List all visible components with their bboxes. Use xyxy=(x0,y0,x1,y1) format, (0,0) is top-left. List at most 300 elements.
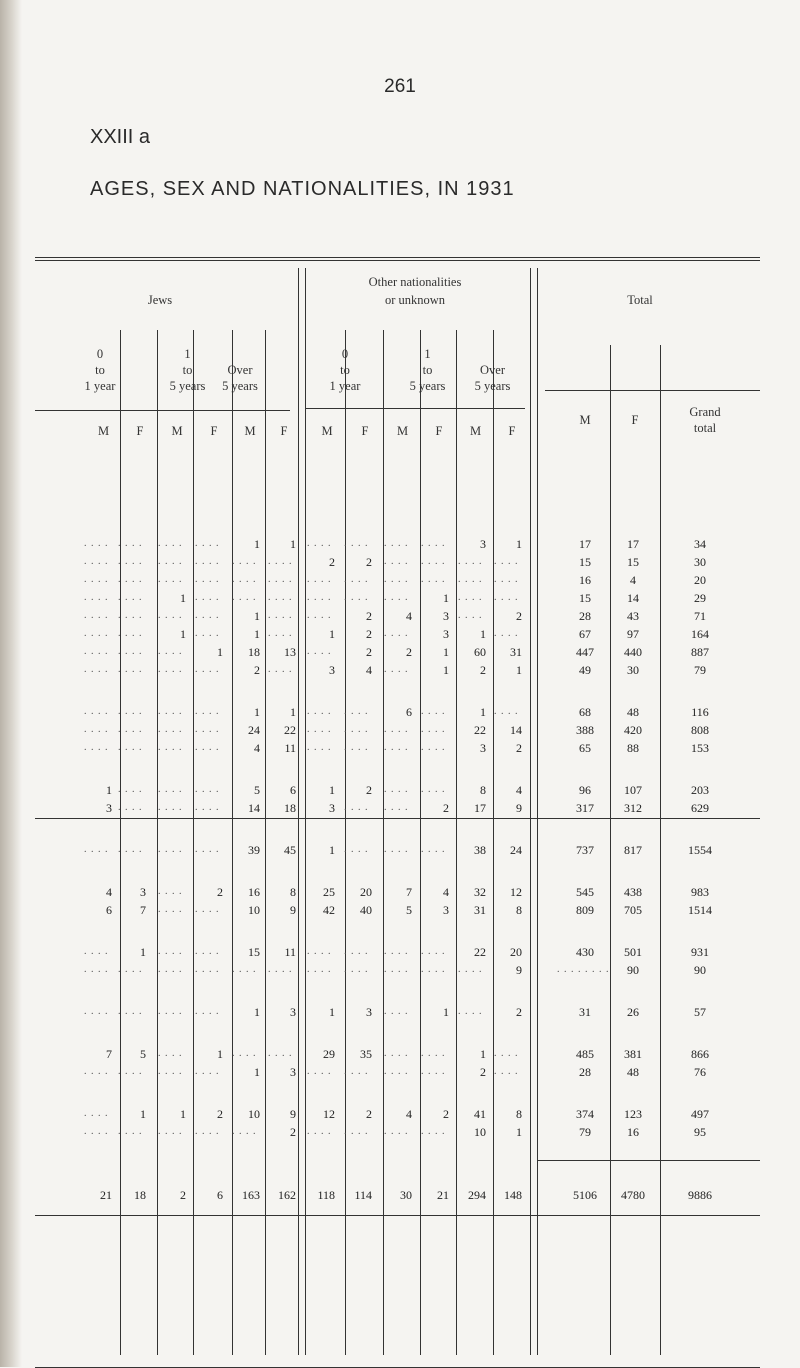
empty-cell-leader: . . . . xyxy=(384,964,409,975)
empty-cell-leader: . . . . xyxy=(158,904,183,915)
empty-cell-leader: . . . . xyxy=(84,646,109,657)
empty-cell-leader: . . . . xyxy=(344,1066,369,1077)
empty-cell-leader: . . . . xyxy=(268,574,293,585)
table-cell: 3 xyxy=(443,609,449,623)
empty-cell-leader: . . . . xyxy=(458,556,483,567)
totals-cell: 30 xyxy=(400,1188,412,1202)
m-col-header: M xyxy=(396,424,409,438)
table-cell: 3 xyxy=(480,741,486,755)
total-cell: 1514 xyxy=(688,903,712,917)
grand-total-header-1: Grand xyxy=(689,405,721,419)
total-cell: 57 xyxy=(694,1005,706,1019)
totals-rule xyxy=(538,1160,760,1161)
table-cell: 20 xyxy=(360,885,372,899)
total-cell: 15 xyxy=(579,555,591,569)
table-cell: 4 xyxy=(443,885,449,899)
f-col-header: F xyxy=(361,424,369,438)
empty-cell-leader: . . . . xyxy=(344,592,369,603)
table-cell: 1 xyxy=(516,537,522,551)
empty-cell-leader: . . . . xyxy=(268,1048,293,1059)
empty-cell-leader: . . . . xyxy=(268,610,293,621)
empty-cell-leader: . . . . xyxy=(158,574,183,585)
empty-cell-leader: . . . . xyxy=(307,706,332,717)
table-cell: 1 xyxy=(480,627,486,641)
table-cell: 1 xyxy=(329,843,335,857)
table-cell: 2 xyxy=(366,555,372,569)
empty-cell-leader: . . . . xyxy=(118,802,143,813)
total-cell: 71 xyxy=(694,609,706,623)
table-bottom-rule xyxy=(35,1215,760,1216)
table-cell: 6 xyxy=(106,903,112,917)
empty-cell-leader: . . . . xyxy=(84,1006,109,1017)
empty-cell-leader: . . . . xyxy=(118,1126,143,1137)
total-cell: 705 xyxy=(624,903,642,917)
total-cell: 34 xyxy=(694,537,706,551)
table-cell: 35 xyxy=(360,1047,372,1061)
empty-cell-leader: . . . . xyxy=(195,664,220,675)
table-cell: 42 xyxy=(323,903,335,917)
total-cell: 203 xyxy=(691,783,709,797)
empty-cell-leader: . . . . xyxy=(494,592,519,603)
m-col-header: M xyxy=(97,424,110,438)
group-divider xyxy=(537,268,538,1355)
total-cell: 16 xyxy=(627,1125,639,1139)
totals-cell: 118 xyxy=(317,1188,335,1202)
empty-cell-leader: . . . . xyxy=(195,742,220,753)
table-cell: 22 xyxy=(284,723,296,737)
table-cell: 1 xyxy=(254,609,260,623)
table-cell: 7 xyxy=(140,903,146,917)
totals-cell: 294 xyxy=(468,1188,486,1202)
empty-cell-leader: . . . . xyxy=(384,784,409,795)
empty-cell-leader: . . . . xyxy=(494,574,519,585)
table-cell: 2 xyxy=(406,645,412,659)
empty-cell-leader: . . . . xyxy=(307,964,332,975)
top-rule xyxy=(35,257,760,258)
table-cell: 1 xyxy=(329,1005,335,1019)
empty-cell-leader: . . . . xyxy=(344,742,369,753)
table-cell: 4 xyxy=(106,885,112,899)
total-cell: 31 xyxy=(579,1005,591,1019)
table-cell: 45 xyxy=(284,843,296,857)
table-cell: 2 xyxy=(480,663,486,677)
table-cell: 4 xyxy=(406,1107,412,1121)
totals-cell: 163 xyxy=(242,1188,260,1202)
empty-cell-leader: . . . . xyxy=(84,1108,109,1119)
f-col-header: F xyxy=(280,424,288,438)
table-cell: 1 xyxy=(254,537,260,551)
empty-cell-leader: . . . . xyxy=(118,1006,143,1017)
f-col-header: F xyxy=(508,424,516,438)
total-cell: 17 xyxy=(627,537,639,551)
empty-cell-leader: . . . . xyxy=(195,784,220,795)
empty-cell-leader: . . . . xyxy=(307,646,332,657)
age-subrule xyxy=(35,410,290,411)
table-cell: 1 xyxy=(254,1065,260,1079)
total-cell: 20 xyxy=(694,573,706,587)
total-cell: 317 xyxy=(576,801,594,815)
m-col-header: M xyxy=(244,424,256,438)
grand-totals-cell: 4780 xyxy=(621,1188,645,1202)
totals-cell: 2 xyxy=(180,1188,186,1202)
empty-cell-leader: . . . . xyxy=(118,574,143,585)
total-cell: 76 xyxy=(694,1065,706,1079)
empty-cell-leader: . . . . xyxy=(118,706,143,717)
empty-cell-leader: . . . . xyxy=(158,742,183,753)
empty-cell-leader: . . . . xyxy=(158,844,183,855)
empty-cell-leader: . . . . xyxy=(195,706,220,717)
total-cell: 14 xyxy=(627,591,639,605)
table-cell: 41 xyxy=(474,1107,486,1121)
empty-cell-leader: . . . . xyxy=(384,802,409,813)
age_1-label-1: 1 xyxy=(184,347,191,361)
empty-cell-leader: . . . . xyxy=(118,646,143,657)
total-cell: 43 xyxy=(627,609,639,623)
total-cell: 545 xyxy=(576,885,594,899)
totals-cell: 6 xyxy=(217,1188,223,1202)
table-cell: 16 xyxy=(248,885,260,899)
total-cell: 67 xyxy=(579,627,591,641)
empty-cell-leader: . . . . xyxy=(268,556,293,567)
empty-cell-leader: . . . . xyxy=(494,1048,519,1059)
empty-cell-leader: . . . . . . . . xyxy=(557,964,610,975)
table-cell: 31 xyxy=(510,645,522,659)
empty-cell-leader: . . . . xyxy=(84,538,109,549)
table-cell: 14 xyxy=(248,801,260,815)
empty-cell-leader: . . . . xyxy=(384,574,409,585)
empty-cell-leader: . . . . xyxy=(232,964,257,975)
total-cell: 931 xyxy=(691,945,709,959)
total-cell: 79 xyxy=(694,663,706,677)
table-cell: 1 xyxy=(516,663,522,677)
empty-cell-leader: . . . . xyxy=(158,556,183,567)
empty-cell-leader: . . . . xyxy=(195,904,220,915)
empty-cell-leader: . . . . xyxy=(84,1126,109,1137)
empty-cell-leader: . . . . xyxy=(195,1126,220,1137)
group-divider xyxy=(530,268,531,1355)
empty-cell-leader: . . . . xyxy=(195,592,220,603)
table-cell: 18 xyxy=(284,801,296,815)
empty-cell-leader: . . . . xyxy=(84,1066,109,1077)
table-cell: 24 xyxy=(248,723,260,737)
section-label: XXIII a xyxy=(90,126,151,148)
empty-cell-leader: . . . . xyxy=(421,1126,446,1137)
empty-cell-leader: . . . . xyxy=(268,628,293,639)
table-cell: 1 xyxy=(480,705,486,719)
empty-cell-leader: . . . . xyxy=(307,574,332,585)
age_1-label-1: 1 xyxy=(424,347,431,361)
empty-cell-leader: . . . . xyxy=(118,724,143,735)
empty-cell-leader: . . . . xyxy=(195,574,220,585)
table-cell: 1 xyxy=(140,945,146,959)
empty-cell-leader: . . . . xyxy=(232,592,257,603)
table-cell: 8 xyxy=(516,903,522,917)
table-cell: 4 xyxy=(366,663,372,677)
table-cell: 24 xyxy=(510,843,522,857)
table-cell: 10 xyxy=(248,903,260,917)
m-col-header: M xyxy=(469,424,482,438)
empty-cell-leader: . . . . xyxy=(421,1048,446,1059)
table-cell: 38 xyxy=(474,843,486,857)
empty-cell-leader: . . . . xyxy=(458,964,483,975)
table-cell: 1 xyxy=(254,705,260,719)
empty-cell-leader: . . . . xyxy=(84,592,109,603)
empty-cell-leader: . . . . xyxy=(158,964,183,975)
table-cell: 40 xyxy=(360,903,372,917)
total-cell: 501 xyxy=(624,945,642,959)
total-cell: 440 xyxy=(624,645,642,659)
empty-cell-leader: . . . . xyxy=(494,706,519,717)
table-cell: 12 xyxy=(510,885,522,899)
table-cell: 2 xyxy=(329,555,335,569)
empty-cell-leader: . . . . xyxy=(158,538,183,549)
total-cell: 388 xyxy=(576,723,594,737)
age-over-label-2: 5 years xyxy=(222,379,258,393)
empty-cell-leader: . . . . xyxy=(232,574,257,585)
age_0-label-1: 0 xyxy=(96,347,104,361)
table-cell: 1 xyxy=(443,591,449,605)
page-number: 261 xyxy=(384,76,416,97)
empty-cell-leader: . . . . xyxy=(84,574,109,585)
empty-cell-leader: . . . . xyxy=(118,1066,143,1077)
total-cell: 96 xyxy=(579,783,591,797)
empty-cell-leader: . . . . xyxy=(307,724,332,735)
empty-cell-leader: . . . . xyxy=(268,964,293,975)
f-col-header: F xyxy=(435,424,443,438)
age-over-label-1: Over xyxy=(227,363,253,377)
empty-cell-leader: . . . . xyxy=(195,628,220,639)
empty-cell-leader: . . . . xyxy=(458,610,483,621)
table-cell: 3 xyxy=(329,801,335,815)
empty-cell-leader: . . . . xyxy=(118,664,143,675)
empty-cell-leader: . . . . xyxy=(458,1006,483,1017)
empty-cell-leader: . . . . xyxy=(84,946,109,957)
page-title: AGES, SEX AND NATIONALITIES, IN 1931 xyxy=(90,178,515,200)
empty-cell-leader: . . . . xyxy=(195,802,220,813)
table-cell: 1 xyxy=(180,591,186,605)
total-f-header: F xyxy=(631,413,639,427)
empty-cell-leader: . . . . xyxy=(195,964,220,975)
total-cell: 15 xyxy=(579,591,591,605)
empty-cell-leader: . . . . xyxy=(421,574,446,585)
table-cell: 9 xyxy=(516,963,522,977)
empty-cell-leader: . . . . xyxy=(118,844,143,855)
empty-cell-leader: . . . . xyxy=(421,964,446,975)
total-cell: 485 xyxy=(576,1047,594,1061)
empty-cell-leader: . . . . xyxy=(344,802,369,813)
total-cell: 97 xyxy=(627,627,639,641)
total-cell: 4 xyxy=(630,573,636,587)
table-cell: 1 xyxy=(290,537,296,551)
table-cell: 2 xyxy=(366,783,372,797)
total-cell: 48 xyxy=(627,1065,639,1079)
empty-cell-leader: . . . . xyxy=(118,610,143,621)
empty-cell-leader: . . . . xyxy=(458,574,483,585)
empty-cell-leader: . . . . xyxy=(494,556,519,567)
table-cell: 15 xyxy=(248,945,260,959)
empty-cell-leader: . . . . xyxy=(494,1066,519,1077)
empty-cell-leader: . . . . xyxy=(421,844,446,855)
table-cell: 3 xyxy=(140,885,146,899)
empty-cell-leader: . . . . xyxy=(118,628,143,639)
total-m-header: M xyxy=(579,413,591,427)
total-cell: 90 xyxy=(627,963,639,977)
age_0-label-1: 0 xyxy=(341,347,349,361)
empty-cell-leader: . . . . xyxy=(118,784,143,795)
table-cell: 1 xyxy=(180,627,186,641)
empty-cell-leader: . . . . xyxy=(344,574,369,585)
table-cell: 1 xyxy=(443,663,449,677)
total-cell: 123 xyxy=(624,1107,642,1121)
table-cell: 6 xyxy=(406,705,412,719)
empty-cell-leader: . . . . xyxy=(421,1066,446,1077)
empty-cell-leader: . . . . xyxy=(344,538,369,549)
empty-cell-leader: . . . . xyxy=(195,844,220,855)
empty-cell-leader: . . . . xyxy=(195,946,220,957)
table-cell: 2 xyxy=(366,609,372,623)
total-cell: 866 xyxy=(691,1047,709,1061)
total-cell: 65 xyxy=(579,741,591,755)
empty-cell-leader: . . . . xyxy=(344,946,369,957)
empty-cell-leader: . . . . xyxy=(84,724,109,735)
total-cell: 887 xyxy=(691,645,709,659)
table-cell: 2 xyxy=(443,1107,449,1121)
empty-cell-leader: . . . . xyxy=(158,802,183,813)
f-col-header: F xyxy=(136,424,144,438)
table-cell: 8 xyxy=(516,1107,522,1121)
grand-totals-cell: 9886 xyxy=(688,1188,712,1202)
empty-cell-leader: . . . . xyxy=(307,1066,332,1077)
empty-cell-leader: . . . . xyxy=(421,724,446,735)
table-cell: 2 xyxy=(366,627,372,641)
table-cell: 29 xyxy=(323,1047,335,1061)
f-col-header: F xyxy=(210,424,218,438)
total-cell: 79 xyxy=(579,1125,591,1139)
total-cell: 808 xyxy=(691,723,709,737)
total-cell: 116 xyxy=(691,705,709,719)
empty-cell-leader: . . . . xyxy=(158,646,183,657)
table-cell: 22 xyxy=(474,945,486,959)
empty-cell-leader: . . . . xyxy=(84,844,109,855)
total-cell: 95 xyxy=(694,1125,706,1139)
table-cell: 3 xyxy=(443,903,449,917)
table-cell: 5 xyxy=(406,903,412,917)
table-cell: 11 xyxy=(284,945,296,959)
table-cell: 3 xyxy=(290,1065,296,1079)
empty-cell-leader: . . . . xyxy=(195,538,220,549)
empty-cell-leader: . . . . xyxy=(421,946,446,957)
empty-cell-leader: . . . . xyxy=(195,724,220,735)
empty-cell-leader: . . . . xyxy=(344,844,369,855)
empty-cell-leader: . . . . xyxy=(84,742,109,753)
table-cell: 2 xyxy=(516,1005,522,1019)
table-cell: 9 xyxy=(290,1107,296,1121)
empty-cell-leader: . . . . xyxy=(344,964,369,975)
empty-cell-leader: . . . . xyxy=(384,628,409,639)
empty-cell-leader: . . . . xyxy=(84,628,109,639)
age_0-label-3: 1 year xyxy=(84,379,116,393)
table-cell: 3 xyxy=(480,537,486,551)
empty-cell-leader: . . . . xyxy=(384,1126,409,1137)
table-cell: 2 xyxy=(480,1065,486,1079)
table-cell: 18 xyxy=(248,645,260,659)
table-cell: 1 xyxy=(329,627,335,641)
age_1-label-3: 5 years xyxy=(409,379,446,393)
empty-cell-leader: . . . . xyxy=(118,964,143,975)
empty-cell-leader: . . . . xyxy=(307,742,332,753)
table-cell: 10 xyxy=(474,1125,486,1139)
total-cell: 17 xyxy=(579,537,591,551)
table-cell: 1 xyxy=(480,1047,486,1061)
empty-cell-leader: . . . . xyxy=(384,844,409,855)
empty-cell-leader: . . . . xyxy=(158,664,183,675)
empty-cell-leader: . . . . xyxy=(307,1126,332,1137)
table-cell: 11 xyxy=(284,741,296,755)
table-cell: 1 xyxy=(290,705,296,719)
table-cell: 1 xyxy=(180,1107,186,1121)
empty-cell-leader: . . . . xyxy=(307,538,332,549)
total-cell: 153 xyxy=(691,741,709,755)
empty-cell-leader: . . . . xyxy=(158,1006,183,1017)
table-cell: 2 xyxy=(516,609,522,623)
table-cell: 2 xyxy=(366,1107,372,1121)
empty-cell-leader: . . . . xyxy=(195,610,220,621)
table-cell: 2 xyxy=(290,1125,296,1139)
total-cell: 1554 xyxy=(688,843,712,857)
empty-cell-leader: . . . . xyxy=(384,556,409,567)
total-cell: 817 xyxy=(624,843,642,857)
table-cell: 1 xyxy=(140,1107,146,1121)
table-cell: 3 xyxy=(329,663,335,677)
empty-cell-leader: . . . . xyxy=(195,1006,220,1017)
totals-cell: 21 xyxy=(437,1188,449,1202)
total-cell: 164 xyxy=(691,627,709,641)
table-cell: 1 xyxy=(217,1047,223,1061)
table-cell: 31 xyxy=(474,903,486,917)
total-cell: 438 xyxy=(624,885,642,899)
table-cell: 1 xyxy=(516,1125,522,1139)
scan-edge-shadow xyxy=(0,0,22,1367)
empty-cell-leader: . . . . xyxy=(158,784,183,795)
other-header-line2: or unknown xyxy=(384,293,446,307)
table-cell: 17 xyxy=(474,801,486,815)
total-cell: 107 xyxy=(624,783,642,797)
total-header: Total xyxy=(627,293,653,307)
table-cell: 1 xyxy=(329,783,335,797)
empty-cell-leader: . . . . xyxy=(158,1126,183,1137)
empty-cell-leader: . . . . xyxy=(384,664,409,675)
empty-cell-leader: . . . . xyxy=(232,1048,257,1059)
empty-cell-leader: . . . . xyxy=(118,592,143,603)
empty-cell-leader: . . . . xyxy=(84,664,109,675)
total-cell: 420 xyxy=(624,723,642,737)
empty-cell-leader: . . . . xyxy=(384,1006,409,1017)
table-cell: 1 xyxy=(254,627,260,641)
table-cell: 2 xyxy=(516,741,522,755)
empty-cell-leader: . . . . xyxy=(158,946,183,957)
empty-cell-leader: . . . . xyxy=(268,592,293,603)
table-cell: 12 xyxy=(323,1107,335,1121)
total-cell: 26 xyxy=(627,1005,639,1019)
table-cell: 2 xyxy=(254,663,260,677)
totals-cell: 21 xyxy=(100,1188,112,1202)
age_0-label-2: to xyxy=(95,363,105,377)
table-cell: 1 xyxy=(254,1005,260,1019)
age_0-label-2: to xyxy=(340,363,350,377)
grand-total-header-2: total xyxy=(693,421,717,435)
totals-cell: 114 xyxy=(354,1188,372,1202)
table-cell: 6 xyxy=(290,783,296,797)
